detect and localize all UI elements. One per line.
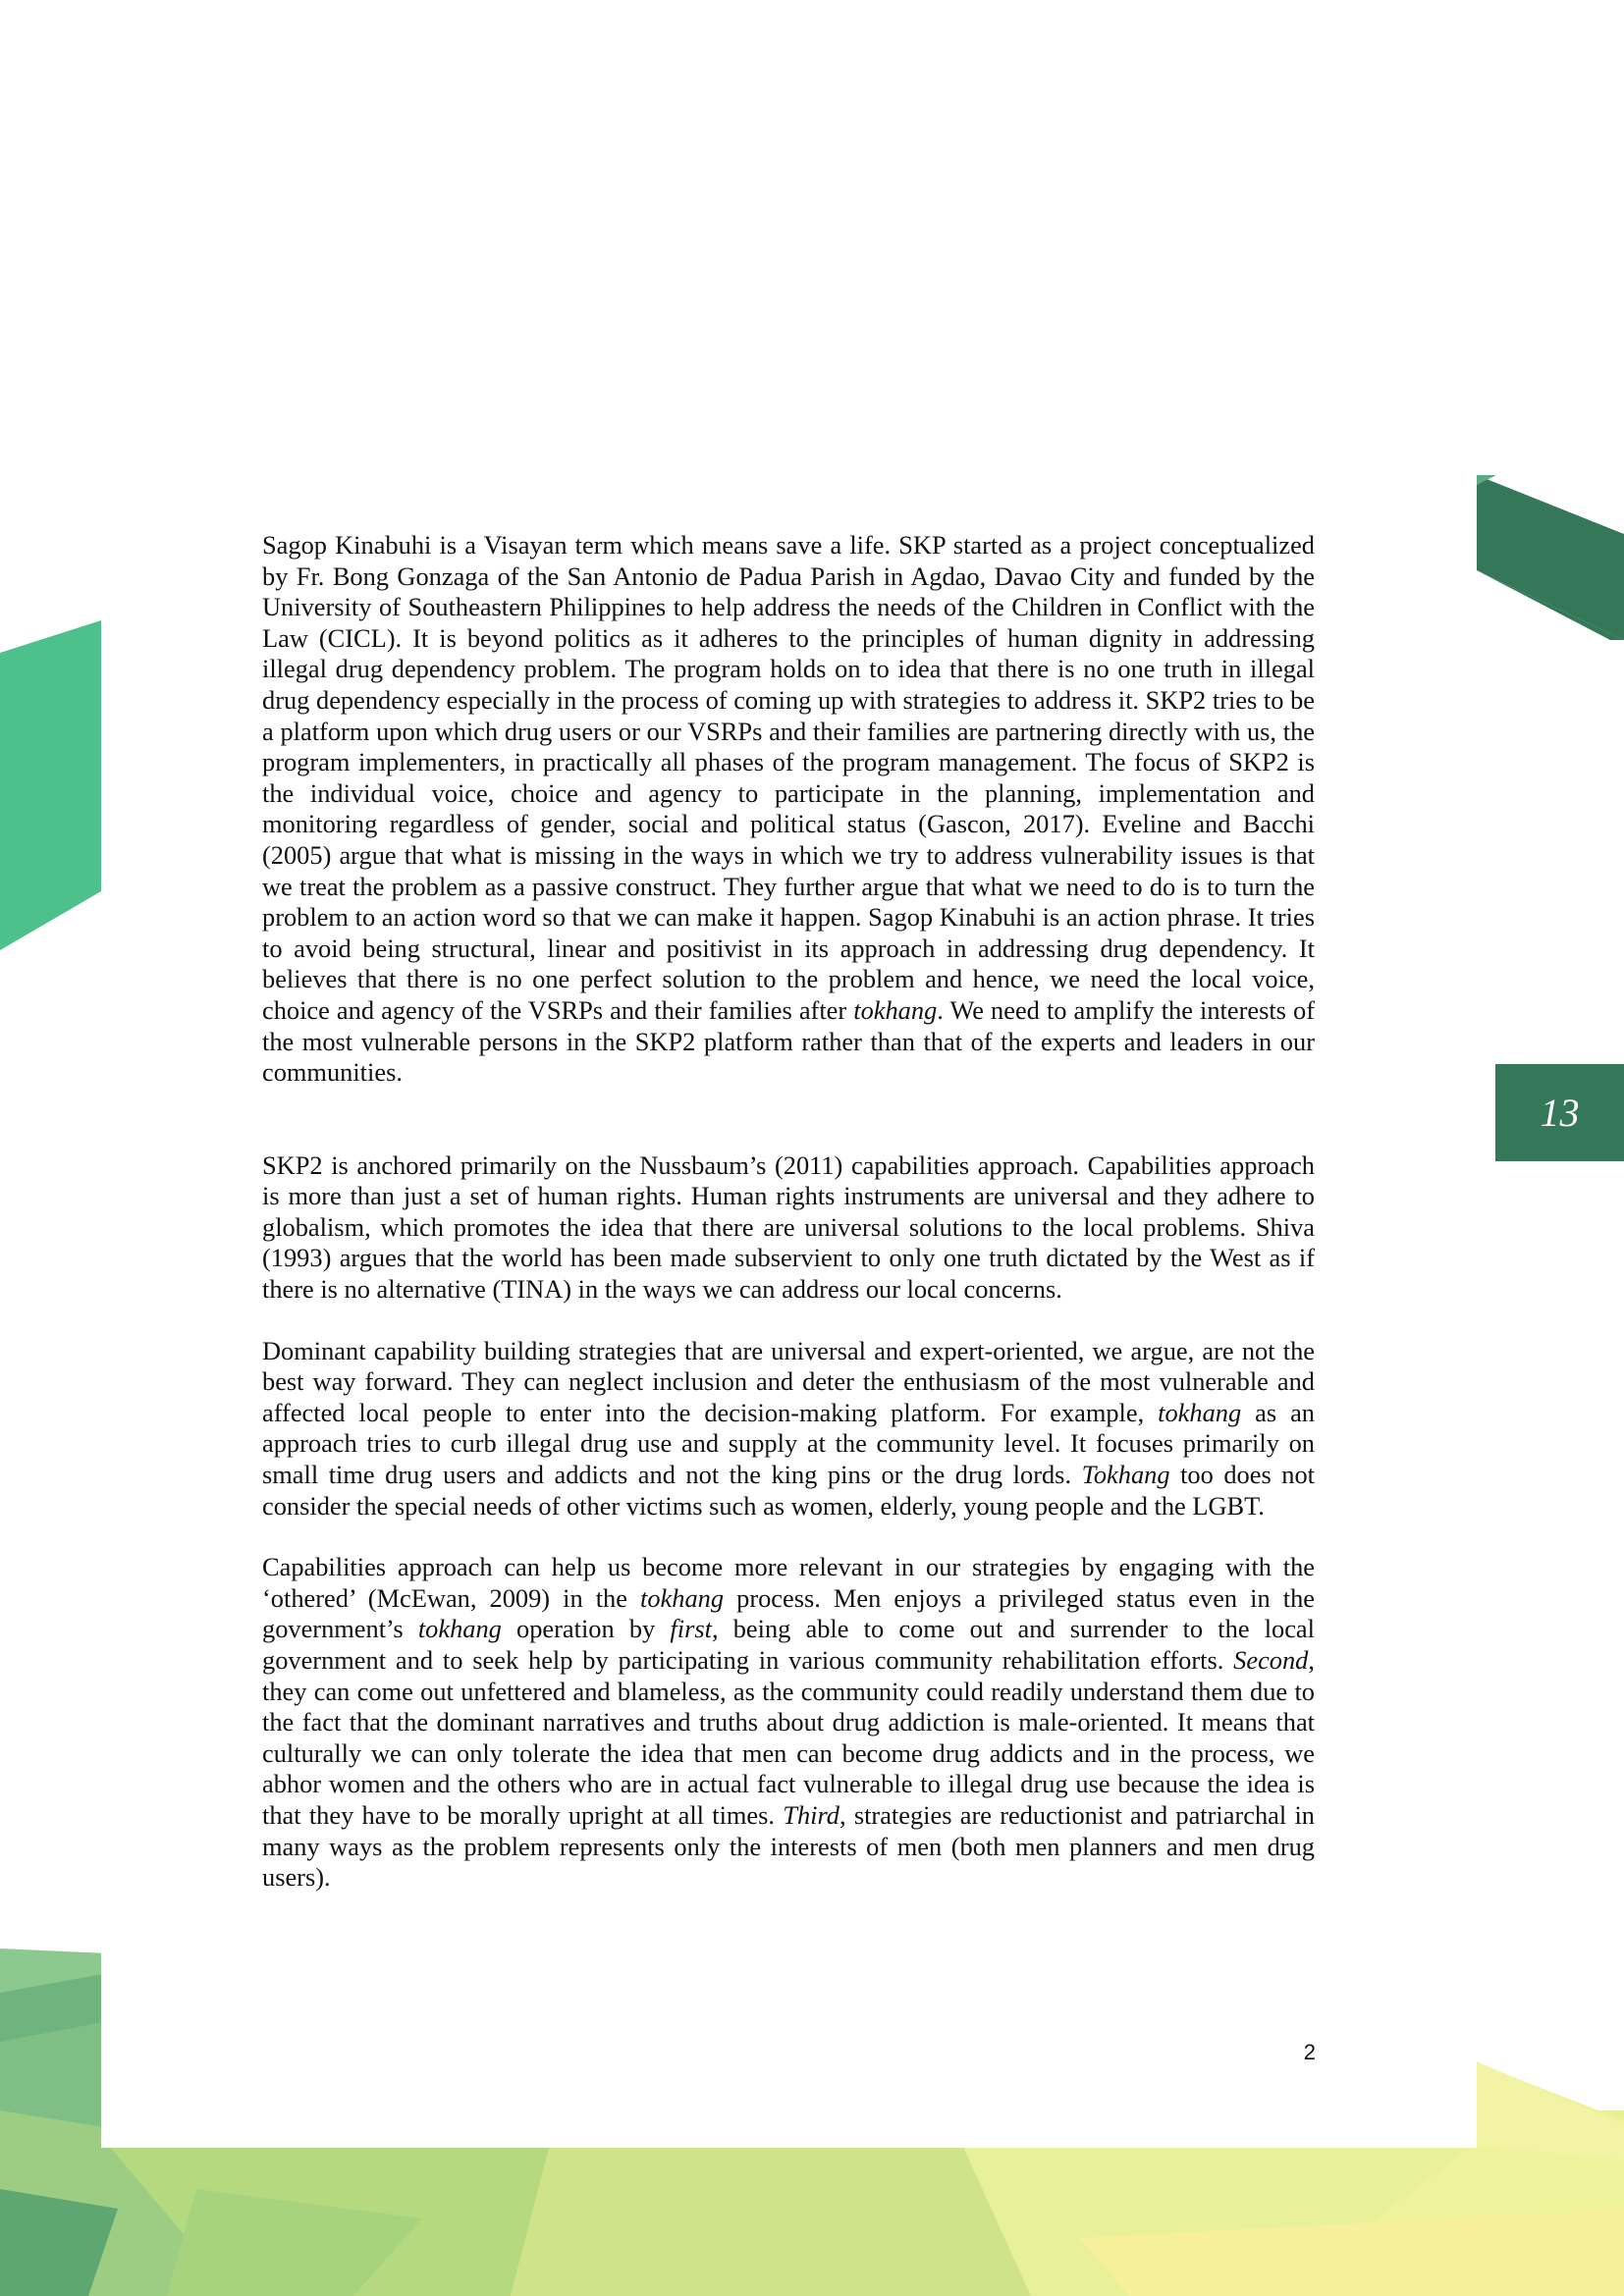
text-run: . We need to amplify the interests of the most vulnerable persons in the SKP2 platform rather than that of the experts and leaders in our communities. <box>262 994 1316 1088</box>
italic-text: Third <box>783 1799 839 1830</box>
text-run: Sagop Kinabuhi is a Visayan term which means save a life. SKP started as a project conceptualized by Fr. Bong Gonzaga of the San Antonio de Padua Parish in Agdao, Davao City and funded by the University of Southeastern Philippines to help address the needs of the Children in Conflict with the Law (CICL). It is beyond politics as it adheres to the principles of human dignity in addressing illegal drug dependency problem. The program holds on to idea that there is no one truth in illegal drug dependency especially in the process of coming up with strategies to address it. SKP2 tries to be a platform upon which drug users or our VSRPs and their families are partnering directly with us, the program implementers, in practically all phases of the program management. The focus of SKP2 is the individual voice, choice and agency to participate in the planning, implementation and monitoring regardless of gender, social and political status (Gascon, 2017). Eveline and Bacchi (2005) argue that what is missing in the ways in which we try to address vulnerability issues is that we treat the problem as a passive construct. They further argue that what we need to do is to turn the problem to an action word so that we can make it happen. Sagop Kinabuhi is an action phrase. It tries to avoid being structural, linear and positivist in its approach in addressing drug dependency. It believes that there is no one perfect solution to the problem and hence, we need the local voice, choice and agency of the VSRPs and their families after <box>262 530 1315 1025</box>
chapter-tab <box>1495 1064 1624 1161</box>
italic-text: tokhang <box>853 994 938 1025</box>
document-body <box>262 530 1315 1924</box>
text-run: , being able to come out and surrender to the local government and to seek help by participating in various community rehabilitation efforts. <box>262 1614 1315 1675</box>
italic-text: tokhang <box>640 1582 725 1613</box>
text-run: , they can come out unfettered and blameless, as the community could readily understand them due to the fact that the dominant narratives and truths about drug addiction is male-oriented. It means that culturally we can only tolerate the idea that men can become drug addicts and in the process, we abhor women and the others who are in actual fact vulnerable to illegal drug use because the idea is that they have to be morally upright at all times. <box>262 1645 1315 1830</box>
text-run: Capabilities approach can help us become more relevant in our strategies by engaging with the ‘othered’ (McEwan, 2009) in the <box>262 1552 1315 1613</box>
paragraph <box>262 530 1315 1089</box>
text-run: process. Men enjoys a privileged status even in the government’s <box>262 1582 1315 1644</box>
italic-text: first <box>670 1614 712 1644</box>
text-run: too does not consider the special needs of other victims such as women, elderly, young people and the LGBT. <box>262 1460 1315 1521</box>
italic-text: Tokhang <box>1081 1460 1170 1490</box>
text-run: Dominant capability building strategies that are universal and expert-oriented, we argue, are not the best way forward. They can neglect inclusion and deter the enthusiasm of the most vulnerable and affected local people to enter into the decision-making platform. For example, <box>262 1335 1315 1427</box>
paragraph <box>262 1336 1315 1522</box>
paragraph <box>262 1150 1315 1306</box>
paragraph <box>262 1552 1315 1894</box>
chapter-number: 13 <box>1540 1091 1580 1135</box>
italic-text: Second <box>1233 1645 1309 1675</box>
text-run: SKP2 is anchored primarily on the Nussbaum’s (2011) capabilities approach. Capabilities approach is more than just a set of human rights. Human rights instruments are universal and they adhere to globalism, which promotes the idea that there are universal solutions to the local problems. Shiva (1993) argues that the world has been made subservient to only one truth dictated by the West as if there is no alternative (TINA) in the ways we can address our local concerns. <box>262 1149 1315 1305</box>
italic-text: tokhang <box>417 1614 502 1644</box>
text-run: as an approach tries to curb illegal drug use and supply at the community level. It focuses primarily on small time drug users and addicts and not the king pins or the drug lords. <box>262 1397 1315 1490</box>
text-run: operation by <box>501 1614 671 1644</box>
italic-text: tokhang <box>1158 1397 1242 1427</box>
page-number: 2 <box>1303 2040 1316 2064</box>
right-green-wedge <box>1477 475 1624 640</box>
left-green-wedge <box>0 620 101 950</box>
text-run: , strategies are reductionist and patriarchal in many ways as the problem represents only the interests of men (both men planners and men drug users). <box>262 1799 1315 1893</box>
